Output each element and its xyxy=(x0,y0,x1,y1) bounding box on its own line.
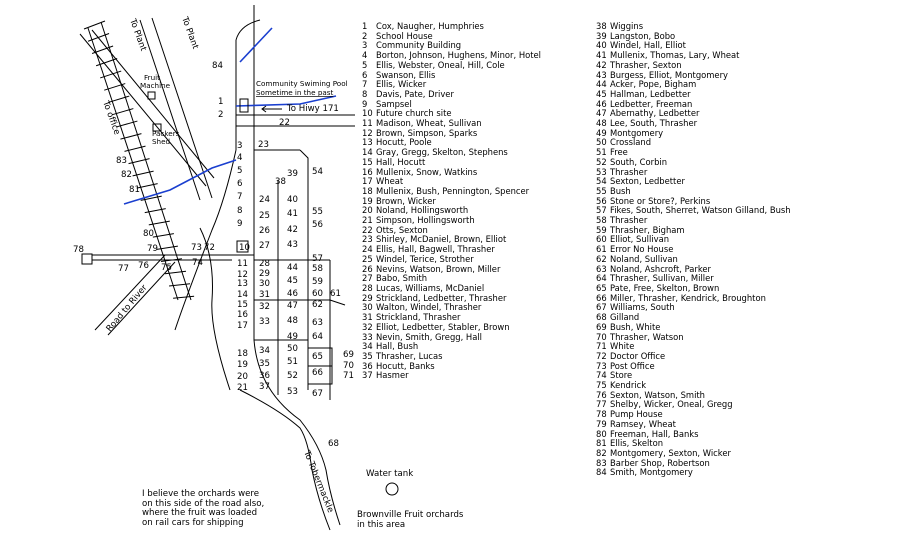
legend-number: 6 xyxy=(362,69,368,80)
legend-number: 16 xyxy=(362,166,373,177)
lot-number-38: 38 xyxy=(275,177,286,187)
lot-number-6: 6 xyxy=(237,179,243,189)
lot-number-35: 35 xyxy=(259,359,270,369)
legend-number: 33 xyxy=(362,331,373,342)
legend-names: Sexton, Watson, Smith xyxy=(610,389,705,400)
creek xyxy=(124,28,336,204)
legend-names: Abernathy, Ledbetter xyxy=(610,108,700,119)
legend-number: 79 xyxy=(596,418,607,429)
lot-number-77: 77 xyxy=(118,264,129,274)
lot-number-42: 42 xyxy=(287,225,298,235)
legend-number: 45 xyxy=(596,88,607,99)
lot-number-76: 76 xyxy=(138,261,149,271)
legend-names: Lucas, Williams, McDaniel xyxy=(376,282,485,293)
legend-number: 19 xyxy=(362,195,373,206)
legend-number: 29 xyxy=(362,292,373,303)
legend-number: 55 xyxy=(596,185,607,196)
legend-number: 31 xyxy=(362,312,373,323)
legend-number: 67 xyxy=(596,302,607,313)
legend-names: Post Office xyxy=(610,360,655,371)
lot-number-82: 82 xyxy=(121,170,132,180)
legend-names: Thrasher, Sexton xyxy=(610,59,682,70)
legend-names: Brown, Simpson, Sparks xyxy=(376,127,478,138)
legend-number: 41 xyxy=(596,50,607,61)
lot-number-79: 79 xyxy=(147,244,158,254)
legend-names: Swanson, Ellis xyxy=(376,69,436,80)
lot-number-74: 74 xyxy=(192,258,203,268)
legend-names: Doctor Office xyxy=(610,350,666,361)
lot-number-32: 32 xyxy=(259,302,270,312)
legend-names: Hocutt, Banks xyxy=(376,360,435,371)
legend-names: Hallman, Ledbetter xyxy=(610,88,691,99)
legend-number: 54 xyxy=(596,176,607,187)
legend-number: 71 xyxy=(596,341,607,352)
legend-number: 82 xyxy=(596,447,607,458)
legend-number: 81 xyxy=(596,438,607,449)
legend-names: Simpson, Hollingsworth xyxy=(376,215,475,226)
legend-number: 76 xyxy=(596,389,607,400)
to-office-label: To office xyxy=(100,99,122,137)
lot-number-59: 59 xyxy=(312,277,323,287)
rail-tie xyxy=(173,296,194,298)
legend-names: Lee, South, Thrasher xyxy=(610,118,698,129)
lot-number-65: 65 xyxy=(312,352,323,362)
legend-names: Sexton, Ledbetter xyxy=(610,176,685,187)
lot-number-13: 13 xyxy=(237,279,248,289)
lot-number-52: 52 xyxy=(287,371,298,381)
legend-names: Noland, Ashcroft, Parker xyxy=(610,263,711,274)
legend-names: Shelby, Wicker, Oneal, Gregg xyxy=(610,399,733,410)
legend-number: 23 xyxy=(362,234,373,245)
lot-number-64: 64 xyxy=(312,332,323,342)
fruit-machine-label-2: Machine xyxy=(140,81,171,90)
legend-names: Otts, Sexton xyxy=(376,224,428,235)
legend-number: 4 xyxy=(362,50,368,61)
pool-label-line2: Sometime in the past xyxy=(256,88,334,97)
lot-number-16: 16 xyxy=(237,310,248,320)
lot-number-53: 53 xyxy=(287,387,298,397)
lot-number-84: 84 xyxy=(212,61,223,71)
to-hwy-label: To Hiwy 171 xyxy=(287,104,339,114)
legend-number: 66 xyxy=(596,292,607,303)
legend-names: Davis, Pate, Driver xyxy=(376,88,454,99)
lot-number-29: 29 xyxy=(259,269,270,279)
lot-number-78: 78 xyxy=(73,245,84,255)
legend-number: 25 xyxy=(362,253,373,264)
legend-number: 18 xyxy=(362,185,373,196)
legend-number: 42 xyxy=(596,59,607,70)
packers-shed-label-1: Packers xyxy=(152,129,180,138)
legend-number: 58 xyxy=(596,215,607,226)
legend-number: 49 xyxy=(596,127,607,138)
fruit-machine-building xyxy=(148,92,155,99)
legend-number: 14 xyxy=(362,147,373,158)
legend-names: Free xyxy=(610,147,628,158)
legend-names: Hall, Bush xyxy=(376,341,419,352)
lot-number-44: 44 xyxy=(287,263,298,273)
legend-number: 1 xyxy=(362,21,368,31)
legend-names: Stone or Store?, Perkins xyxy=(610,195,711,206)
railroad-track xyxy=(84,21,194,300)
lot-number-15: 15 xyxy=(237,300,248,310)
lot-number-25: 25 xyxy=(259,211,270,221)
legend-names: Freeman, Hall, Banks xyxy=(610,428,699,439)
legend-number: 48 xyxy=(596,118,607,129)
lot-number-3: 3 xyxy=(237,141,243,151)
legend-names: Crossland xyxy=(610,137,652,148)
legend-number: 11 xyxy=(362,118,373,129)
legend-names: Madison, Wheat, Sullivan xyxy=(376,118,482,129)
lot-number-17: 17 xyxy=(237,321,248,331)
legend-number: 60 xyxy=(596,234,607,245)
lot-number-40: 40 xyxy=(287,195,298,205)
legend-names: Thrasher, Sullivan, Miller xyxy=(610,273,714,284)
legend-names: Pate, Free, Skelton, Brown xyxy=(610,282,720,293)
lot-number-11: 11 xyxy=(237,259,248,269)
lot-number-37: 37 xyxy=(259,382,270,392)
legend-number: 28 xyxy=(362,282,373,293)
lot-number-49: 49 xyxy=(287,332,298,342)
legend-number: 57 xyxy=(596,205,607,216)
legend-names: Burgess, Elliot, Montgomery xyxy=(610,69,728,80)
legend-number: 61 xyxy=(596,244,607,255)
cross-road xyxy=(92,255,254,260)
legend-names: Smith, Montgomery xyxy=(610,467,693,478)
legend-number: 35 xyxy=(362,350,373,361)
legend-number: 43 xyxy=(596,69,607,80)
legend-number: 32 xyxy=(362,321,373,332)
highway-arrow xyxy=(262,106,282,112)
lot-number-14: 14 xyxy=(237,290,248,300)
legend-names: Thrasher, Bigham xyxy=(610,224,685,235)
legend-number: 20 xyxy=(362,205,373,216)
lot-number-19: 19 xyxy=(237,360,248,370)
legend-number: 22 xyxy=(362,224,373,235)
lot-number-30: 30 xyxy=(259,279,270,289)
legend-names: Wheat xyxy=(376,176,404,187)
lot-number-57: 57 xyxy=(312,254,323,264)
lot-number-69: 69 xyxy=(343,350,354,360)
lot-number-72: 72 xyxy=(204,243,215,253)
legend-number: 68 xyxy=(596,312,607,323)
legend-names: Montgomery, Sexton, Wicker xyxy=(610,447,731,458)
lot-number-12: 12 xyxy=(237,270,248,280)
legend-number: 72 xyxy=(596,350,607,361)
legend-names: Walton, Windel, Thrasher xyxy=(376,302,482,313)
legend-names: Brown, Wicker xyxy=(376,195,436,206)
legend-number: 51 xyxy=(596,147,607,158)
lot-number-58: 58 xyxy=(312,264,323,274)
legend-number: 39 xyxy=(596,30,607,41)
lot-number-83: 83 xyxy=(116,156,127,166)
lot-number-31: 31 xyxy=(259,290,270,300)
legend-number: 78 xyxy=(596,409,607,420)
lot-number-68: 68 xyxy=(328,439,339,449)
legend-names: Ellis, Webster, Oneal, Hill, Cole xyxy=(376,59,505,70)
orchard-note: I believe the orchards were on this side of the road also, where the fruit was loaded on rail cars for shipping xyxy=(142,489,265,528)
legend-number: 50 xyxy=(596,137,607,148)
water-tank-symbol xyxy=(386,483,398,495)
legend-names: Community Building xyxy=(376,40,462,51)
lot-number-39: 39 xyxy=(287,169,298,179)
lot-number-23: 23 xyxy=(258,140,269,150)
legend-number: 2 xyxy=(362,30,368,41)
lot-number-55: 55 xyxy=(312,207,323,217)
legend-number: 27 xyxy=(362,273,373,284)
legend-number: 83 xyxy=(596,457,607,468)
lot-number-60: 60 xyxy=(312,289,323,299)
lot-number-43: 43 xyxy=(287,240,298,250)
lot-number-66: 66 xyxy=(312,368,323,378)
lot-number-54: 54 xyxy=(312,167,323,177)
legend-names: Thrasher, Lucas xyxy=(376,350,443,361)
to-tobermackle-label: To Tobermackle xyxy=(301,449,336,515)
lot-number-1: 1 xyxy=(218,97,224,107)
lot-number-48: 48 xyxy=(287,316,298,326)
legend-names: Ellis, Skelton xyxy=(610,438,664,449)
legend-number: 46 xyxy=(596,98,607,109)
legend-names: Nevin, Smith, Gregg, Hall xyxy=(376,331,482,342)
legend-names: Noland, Sullivan xyxy=(610,253,678,264)
legend-number: 12 xyxy=(362,127,373,138)
legend-number: 70 xyxy=(596,331,607,342)
legend-number: 73 xyxy=(596,360,607,371)
legend-names: Kendrick xyxy=(610,380,647,391)
to-plant-label-2: To Plant xyxy=(179,15,201,51)
legend-names: Strickland, Thrasher xyxy=(376,312,461,323)
lot-number-10: 10 xyxy=(239,243,250,253)
legend-names: Ramsey, Wheat xyxy=(610,418,676,429)
legend-number: 34 xyxy=(362,341,373,352)
legend-names: Miller, Thrasher, Kendrick, Broughton xyxy=(610,292,766,303)
legend-names: Future church site xyxy=(376,108,452,119)
legend-names: Williams, South xyxy=(610,302,675,313)
legend-number: 38 xyxy=(596,21,607,31)
legend-number: 69 xyxy=(596,321,607,332)
legend-names: Nevins, Watson, Brown, Miller xyxy=(376,263,501,274)
legend-number: 80 xyxy=(596,428,607,439)
legend-names: Mullenix, Snow, Watkins xyxy=(376,166,478,177)
lot-number-24: 24 xyxy=(259,195,270,205)
lot-number-18: 18 xyxy=(237,349,248,359)
legend-number: 52 xyxy=(596,156,607,167)
legend-names: Elliot, Ledbetter, Stabler, Brown xyxy=(376,321,510,332)
legend-names: Thrasher, Watson xyxy=(610,331,684,342)
legend-names: Gray, Gregg, Skelton, Stephens xyxy=(376,147,508,158)
lot-number-9: 9 xyxy=(237,219,243,229)
legend-names: Mullenix, Bush, Pennington, Spencer xyxy=(376,185,530,196)
legend-entry xyxy=(362,371,541,381)
legend-number: 7 xyxy=(362,79,368,90)
legend-right xyxy=(596,22,791,478)
legend-names: Hall, Hocutt xyxy=(376,156,426,167)
legend-number: 62 xyxy=(596,253,607,264)
lot-number-8: 8 xyxy=(237,206,243,216)
lot-number-2: 2 xyxy=(218,110,224,120)
legend-number: 56 xyxy=(596,195,607,206)
legend-names: Hocutt, Poole xyxy=(376,137,432,148)
legend-names: Store xyxy=(610,370,633,381)
lot-number-27: 27 xyxy=(259,241,270,251)
legend-number: 63 xyxy=(596,263,607,274)
legend-number: 59 xyxy=(596,224,607,235)
legend-number: 10 xyxy=(362,108,373,119)
legend-number: 26 xyxy=(362,263,373,274)
legend-number: 47 xyxy=(596,108,607,119)
legend-names: Acker, Pope, Bigham xyxy=(610,79,697,90)
lot-number-81: 81 xyxy=(129,185,140,195)
lot-number-7: 7 xyxy=(237,192,243,202)
lot-number-80: 80 xyxy=(143,229,154,239)
lot-number-34: 34 xyxy=(259,346,270,356)
legend-number: 84 xyxy=(596,467,607,478)
lot-number-5: 5 xyxy=(237,166,243,176)
legend-number: 24 xyxy=(362,244,373,255)
water-tank-label: Water tank xyxy=(366,469,414,479)
legend-names: White xyxy=(610,341,635,352)
legend-number: 30 xyxy=(362,302,373,313)
legend-number: 75 xyxy=(596,380,607,391)
lot-number-20: 20 xyxy=(237,372,248,382)
lot-number-36: 36 xyxy=(259,371,270,381)
legend-names: South, Corbin xyxy=(610,156,668,167)
legend-names: Ledbetter, Freeman xyxy=(610,98,693,109)
legend-number: 37 xyxy=(362,370,373,381)
legend-names: Bush, White xyxy=(610,321,661,332)
legend-entry xyxy=(596,468,791,478)
legend-names: Cox, Naugher, Humphries xyxy=(376,21,484,31)
lot-number-33: 33 xyxy=(259,317,270,327)
lot-number-50: 50 xyxy=(287,344,298,354)
legend-names: Elliot, Sullivan xyxy=(610,234,670,245)
legend-names: Sampsel xyxy=(376,98,412,109)
lot-number-75: 75 xyxy=(161,263,172,273)
lot-number-67: 67 xyxy=(312,389,323,399)
legend-names: Windel, Terice, Strother xyxy=(376,253,474,264)
legend-names: Wiggins xyxy=(610,21,644,31)
lot-number-56: 56 xyxy=(312,220,323,230)
legend-names: Shirley, McDaniel, Brown, Elliot xyxy=(376,234,507,245)
legend-names: Gilland xyxy=(610,312,640,323)
legend-number: 44 xyxy=(596,79,607,90)
pool-label-line1: Community Swiming Pool xyxy=(256,79,348,88)
legend-names: Ellis, Wicker xyxy=(376,79,427,90)
legend-names: Babo, Smith xyxy=(376,273,428,284)
legend-number: 5 xyxy=(362,59,368,70)
legend-names: Noland, Hollingsworth xyxy=(376,205,469,216)
legend-names: Fikes, South, Sherret, Watson Gilland, Bush xyxy=(610,205,791,216)
packers-shed-label-2: Shed xyxy=(152,137,171,146)
legend-names: Ellis, Hall, Bagwell, Thrasher xyxy=(376,244,495,255)
road-to-river-label: Road to River xyxy=(104,283,150,334)
legend-number: 40 xyxy=(596,40,607,51)
legend-number: 77 xyxy=(596,399,607,410)
lot-number-21: 21 xyxy=(237,383,248,393)
legend-left xyxy=(362,22,541,381)
lot-number-71: 71 xyxy=(343,371,354,381)
lot-number-73: 73 xyxy=(191,243,202,253)
legend-names: School House xyxy=(376,30,433,41)
legend-names: Thrasher xyxy=(610,166,648,177)
legend-number: 21 xyxy=(362,215,373,226)
lot-number-28: 28 xyxy=(259,259,270,269)
legend-number: 17 xyxy=(362,176,373,187)
legend-number: 64 xyxy=(596,273,607,284)
legend-number: 53 xyxy=(596,166,607,177)
lot-number-4: 4 xyxy=(237,153,243,163)
lot-number-61: 61 xyxy=(330,289,341,299)
legend-number: 9 xyxy=(362,98,368,109)
lot-number-41: 41 xyxy=(287,209,298,219)
lot-number-62: 62 xyxy=(312,300,323,310)
legend-names: Hasmer xyxy=(376,370,409,381)
legend-names: Thrasher xyxy=(610,215,648,226)
legend-number: 8 xyxy=(362,88,368,99)
legend-names: Bush xyxy=(610,185,631,196)
brownville-note: Brownville Fruit orchards in this area xyxy=(357,510,464,530)
legend-number: 3 xyxy=(362,40,368,51)
legend-number: 13 xyxy=(362,137,373,148)
to-plant-label-1: To Plant xyxy=(127,17,149,53)
lot-number-22: 22 xyxy=(279,118,290,128)
legend-number: 65 xyxy=(596,282,607,293)
fruit-machine-label-1: Fruit xyxy=(144,73,160,82)
legend-number: 74 xyxy=(596,370,607,381)
legend-names: Strickland, Ledbetter, Thrasher xyxy=(376,292,507,303)
legend-names: Pump House xyxy=(610,409,663,420)
legend-names: Barber Shop, Robertson xyxy=(610,457,710,468)
lot-number-47: 47 xyxy=(287,301,298,311)
legend-number: 36 xyxy=(362,360,373,371)
legend-names: Borton, Johnson, Hughens, Minor, Hotel xyxy=(376,50,541,61)
pump-house-building xyxy=(82,254,92,264)
lot-number-70: 70 xyxy=(343,361,354,371)
legend-names: Windel, Hall, Elliot xyxy=(610,40,686,51)
legend-names: Langston, Bobo xyxy=(610,30,676,41)
legend-names: Montgomery xyxy=(610,127,664,138)
lot-number-26: 26 xyxy=(259,226,270,236)
lot-number-45: 45 xyxy=(287,276,298,286)
lot-number-63: 63 xyxy=(312,318,323,328)
legend-names: Error No House xyxy=(610,244,674,255)
lot-number-51: 51 xyxy=(287,357,298,367)
lot-number-46: 46 xyxy=(287,289,298,299)
legend-names: Mullenix, Thomas, Lary, Wheat xyxy=(610,50,740,61)
legend-number: 15 xyxy=(362,156,373,167)
